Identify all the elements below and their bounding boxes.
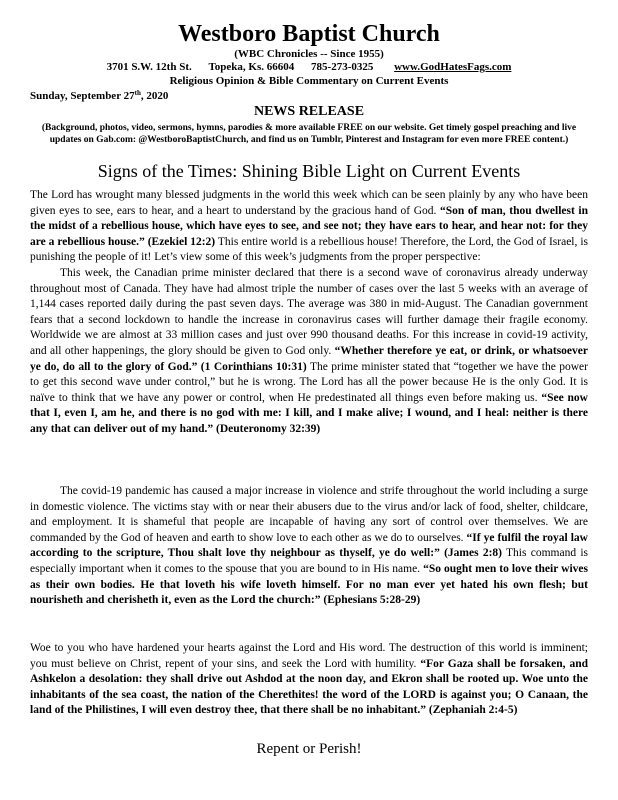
chronicles-subtitle: (WBC Chronicles -- Since 1955) [234, 48, 384, 60]
paragraph-text: The Lord has wrought many blessed judgments in the world this week which can be seen plainly by any who have been given eyes to see, ears to hear, and a heart to understand by the gracious hand of God. [30, 189, 588, 217]
contact-line [0, 61, 618, 74]
news-release-note: (Background, photos, video, sermons, hymns, parodies & more available FREE on our website. Get timely gospel preaching and live updates on Gab.com: @WestboroBaptistChurch, and find us on Tumblr, Pinterest and Instagram for even more FREE content.) [41, 123, 577, 145]
scripture-quote: “Son of man, thou dwellest in the midst of a rebellious house, which have eyes to see, and see not; they have ears to hear, and hear not: for they are a rebellious house.” (Ezekiel 12:2) [30, 204, 588, 248]
paragraph-text: This command is especially important when it comes to the spouse that you are bound to in His name. [30, 547, 588, 575]
phone-number: 785-273-0325 [311, 61, 374, 73]
scripture-quote: “Whether therefore ye eat, or drink, or whatsoever ye do, do all to the glory of God.” (1 Corinthians 10:31) [30, 344, 588, 373]
church-name-heading: Westboro Baptist Church [178, 21, 440, 47]
street-address: 3701 S.W. 12th St. [106, 61, 192, 73]
body-paragraph [30, 266, 588, 438]
scripture-quote: “If ye fulfil the royal law according to the scripture, Thou shalt love thy neighbour as thyself, ye do well:” (James 2:8) [30, 531, 588, 560]
body-paragraph [30, 641, 588, 719]
document-title: Signs of the Times: Shining Bible Light on Current Events [97, 161, 521, 181]
paragraph-text: Woe to you who have hardened your hearts against the Lord and His word. The destruction of this world is imminent; you must believe on Christ, repent of your sins, and seek the Lord with humility. [30, 642, 588, 670]
scripture-quote: “For Gaza shall be forsaken, and Ashkelon a desolation: they shall drive out Ashdod at the noon day, and Ekron shall be rooted up. Woe unto the inhabitants of the sea coast, the nation of the Cherethites! the word of the LORD is against you; O Canaan, the land of the Philistines, I will even destroy thee, that there shall be no inhabitant.” (Zephaniah 2:4-5) [30, 657, 589, 717]
date-year: , 2020 [140, 90, 169, 102]
website-link[interactable]: www.GodHatesFags.com [394, 61, 512, 73]
date-prefix: Sunday, September 27 [30, 90, 135, 102]
commentary-tagline: Religious Opinion & Bible Commentary on Current Events [169, 75, 449, 87]
closing-exhortation: Repent or Perish! [256, 741, 362, 757]
paragraph-text: This entire world is a rebellious house! Therefore, the Lord, the God of Israel, is punishing the people of it! Let’s view some of this week’s judgments from the proper perspective: [30, 235, 588, 264]
city-state-zip: Topeka, Ks. 66604 [208, 61, 295, 73]
release-date [30, 90, 168, 103]
paragraph-text: The prime minister stated that “together we have the power to get this second wave under control,” but he is wrong. The Lord has all the power because He is the only God. It is naïve to think that we have any power or control, when He predestinated all things even before making us. [30, 360, 588, 404]
paragraph-text: This week, the Canadian prime minister declared that there is a second wave of coronavirus already underway throughout most of Canada. They have had almost triple the number of cases over the last 5 weeks with an average of 1,144 cases reported daily during the past seven days. The average was 380 in mid-August. The Canadian government fears that a second lockdown to handle the increase in coronavirus cases will further damage their fragile economy. Worldwide we are almost at 33 million cases and just over 990 thousand deaths. For this increase in covid-19 activity, and all other happenings, the glory should be given to God only. [30, 267, 588, 357]
body-paragraph [30, 484, 588, 609]
body-paragraph [30, 188, 588, 266]
news-release-heading: NEWS RELEASE [253, 104, 365, 119]
scripture-quote: “So ought men to love their wives as their own bodies. He that loveth his wife loveth himself. For no man ever yet hated his own flesh; but nourisheth and cherisheth it, even as the Lord the church:” (Ephesians 5:28-29) [30, 562, 588, 607]
date-ordinal: th [134, 89, 141, 97]
paragraph-text: The covid-19 pandemic has caused a major increase in violence and strife throughout the world including a surge in domestic violence. The victims stay with or near their abusers due to the virus and/or lack of food, shelter, childcare, and employment. It is shameful that people are incapable of having any sort of control over themselves. We are commanded by the God of heaven and earth to show love to each other as we do to ourselves. [30, 485, 588, 544]
scripture-quote: “See now that I, even I, am he, and there is no god with me: I kill, and I make alive; I wound, and I heal: neither is there any that can deliver out of my hand.” (Deuteronomy 32:39) [30, 391, 588, 435]
